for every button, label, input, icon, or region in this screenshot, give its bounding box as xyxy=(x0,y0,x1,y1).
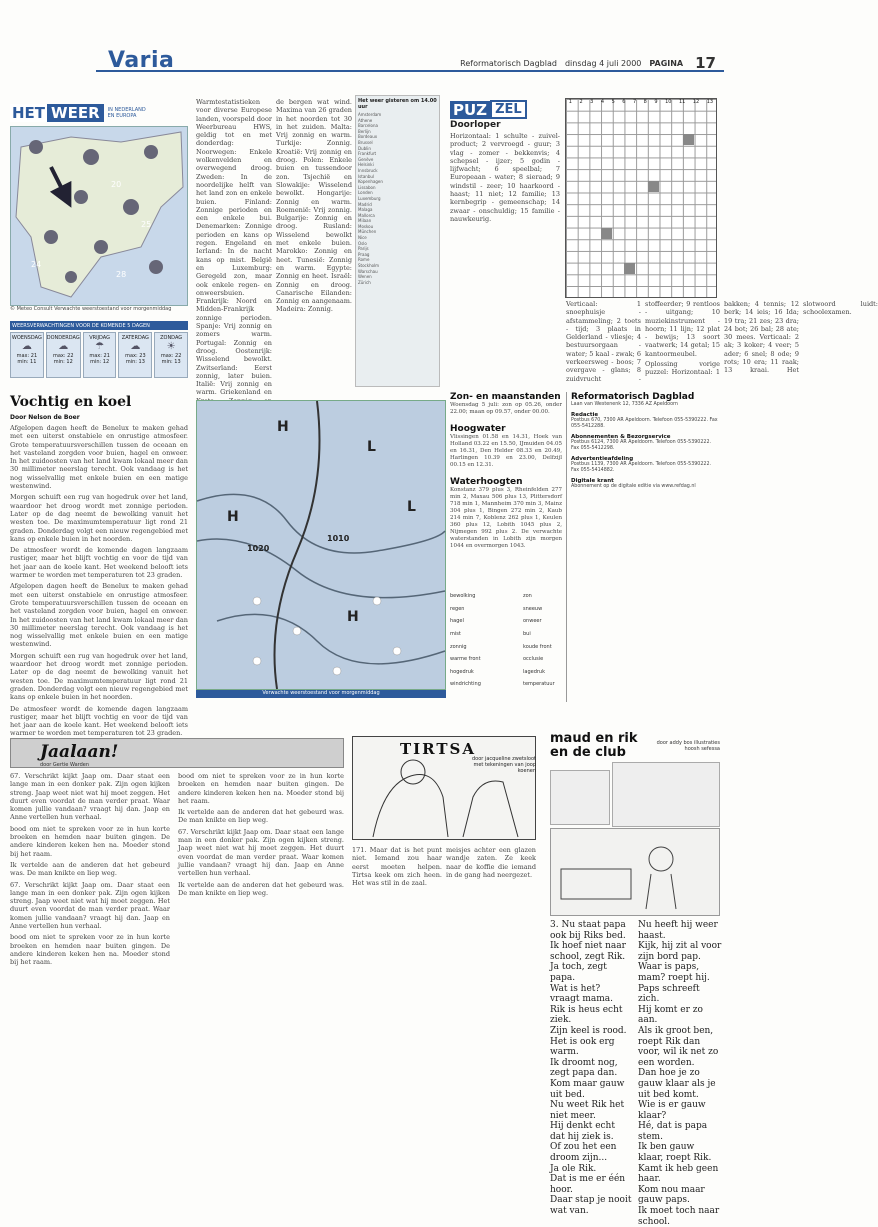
europe-forecast-text-2: de bergen wat wind. Maxima van 26 graden in het noorden tot 30 in het zuiden. Malta: Vrij zonnig en warm. Turkije: Zonnig. Kroatië: Vrij zonnig en droog. Polen: Enkele buien en tussendoor zon. Tsjechië en Slowakije: Wisselend bewolkt. Hongarije: Zonnig en warm. Roemenië: Vrij zonnig. Bulgarije: Zonnig en droog. Rusland: Wisselend bewolkt met enkele buien. Marokko: Zonnig en heet. Tunesië: Zonnig en warm. Egypte: Zonnig en heet. Israël: Zonnig en droog. Canarische Eilanden: Zonnig en aangenaam. Madeira: Zonnig. xyxy=(276,98,352,314)
table-row: Parijs xyxy=(358,246,369,252)
table-row: Warschau xyxy=(358,268,378,274)
digitale-krant-text: Abonnement op de digitale editie via www.refdag.nl xyxy=(571,484,696,489)
table-row: Mallorca xyxy=(358,212,375,218)
grid-number: 2 xyxy=(579,99,583,105)
cloud-icon: ☁ xyxy=(58,341,69,352)
cloud-icon: ☁ xyxy=(130,341,141,352)
table-row: Genève xyxy=(358,156,374,162)
pressure-map-svg xyxy=(197,401,445,689)
table-row: Rome xyxy=(358,257,370,263)
paper-name: Reformatorisch Dagblad xyxy=(460,58,557,68)
legend-item: regen xyxy=(450,605,465,612)
legend-item: bui xyxy=(523,630,531,637)
legend-item: occlusie xyxy=(523,656,544,663)
legend-item: koude front xyxy=(523,643,552,650)
table-row: Luxemburg xyxy=(358,195,381,201)
grid-number: 7 xyxy=(632,99,637,105)
table-row: Moskou xyxy=(358,223,374,229)
grid-number: 11 xyxy=(678,99,686,105)
tirtsa-col-2: meisjes achter een glazen wandje zaten. Ze keek naar de koffie die iemand in de gang had neergezet. xyxy=(446,846,536,879)
sun-moon-text: Woensdag 5 juli: zon op 05.26, onder 22.00; maan op 09.57, onder 00.00. xyxy=(450,402,562,415)
table-row: Athene xyxy=(358,117,373,123)
maud-story-left: 3. Nu staat papa ook bij Riks bed. Ik hoef niet naar school, zegt Rik. Ja toch, zegt papa. Wat is het? vraagt mama. Rik is heus echt ziek. Zijn keel is rood. Het is ook erg warm. Ik droomt nog, zegt papa dan. Kom maar gauw uit bed. Nu weet Rik het niet meer. Hij denkt echt dat hij ziek is. Of zou het een droom zijn... Ja ole Rik. Dat is me er één hoor. Daar stap je nooit wat van. xyxy=(550,920,632,1217)
colophon xyxy=(566,392,720,702)
abonnementen-text: Postbus 6124, 7300 AR Apeldoorn. Telefoon 055-5390222. Fax 055-5412298. xyxy=(571,440,712,451)
maud-illustration xyxy=(612,762,720,827)
table-row: Oslo xyxy=(358,240,367,246)
forecast-day: ZATERDAG ☁ max: 23 min: 13 xyxy=(118,332,152,378)
table-row: Nice xyxy=(358,235,367,241)
svg-text:25: 25 xyxy=(141,220,152,229)
table-row: Amsterdam xyxy=(358,112,382,117)
puzzle-vertical: Verticaal: 1 snoephuisje - afstammeling; 2 toets - tijd; 3 plaats in Gelderland - vliesje; 4 bestuursorgaan - water; 5 kaal - zwak; 6 verkeersweg - boos; 7 overgave - glans; 8 zuidvrucht - stoffeerder; 9 rentloos - uitgang; 10 muziekinstrument - hoorn; 11 lijn; 12 plat - bewijs; 13 soort vaatwerk; 14 getal; 15 kantoormeubel. Oplossing vorige puzzel: Horizontaal: 1 bakken; 4 tennis; 12 berk; 14 ieis; 16 Ida; 19 tra; 21 zes; 23 dra; 24 bot; 26 bal; 28 ate; 30 mees. Verticaal: 2 ak; 3 koker; 4 veer; 5 ader; 6 snel; 8 ode; 9 rots; 10 era; 11 raak; 13 kraai. Het slotwoord luidt: schoolexamen. xyxy=(566,300,878,383)
puzzle-title-a: PUZ xyxy=(450,101,490,119)
svg-text:1010: 1010 xyxy=(327,534,350,543)
puzzle-subtitle: Doorloper xyxy=(450,120,501,130)
legend-item: zonnig xyxy=(450,643,467,650)
table-row: Frankfurt xyxy=(358,151,377,157)
legend-item: onweer xyxy=(523,618,542,625)
page-date: dinsdag 4 juli 2000 xyxy=(564,58,642,68)
grid-number: 10 xyxy=(665,99,672,105)
legend-item: windrichting xyxy=(450,681,481,688)
grid-number: 12 xyxy=(692,99,700,105)
redactie-heading: Redactie xyxy=(571,412,599,418)
table-row: Zürich xyxy=(358,279,371,285)
legend-item: sneeuw xyxy=(523,605,543,612)
hoogwater-title: Hoogwater xyxy=(450,424,506,434)
digitale-krant-heading: Digitale krant xyxy=(571,478,614,484)
grid-number: 5 xyxy=(611,99,615,105)
europe-forecast-text: Warmtestatistieken voor diverse Europese landen, voorspeld door Weerbureau HWS, geldig tot en met donderdag: Noorwegen: Enkele wolkenvelden en overwegend droog. Zweden: In de noordelijke helft van het land zon en enkele buien. Finland: Zonnige perioden en een enkele bui. Denemarken: Zonnige perioden en kans op regen. Engeland en Ierland: In de nacht kans op mist. België en Luxemburg: Geregeld zon, maar ook enkele regen- en onweersbuien. Frankrijk: Noord en Midden-Frankrijk zonnige perioden. Spanje: Vrij zonnig en zomers warm. Portugal: Zonnig en droog. Oostenrijk: Wisselend bewolkt. Zwitserland: Eerst zonnig, later buien. Italië: Vrij zonnig en warm. Griekenland en xyxy=(196,98,272,397)
table-row: Malaga xyxy=(358,207,373,213)
weer-weer: WEER xyxy=(47,104,104,122)
redactie-text: Postbus 670, 7300 AR Apeldoorn. Telefoon 055-5390222. Fax 055-5412288. xyxy=(571,418,718,429)
tirtsa-title: TIRTSA xyxy=(400,740,477,758)
legend-item: mist xyxy=(450,630,461,637)
svg-text:28: 28 xyxy=(116,270,127,279)
tides-block xyxy=(450,392,562,550)
puzzle-header xyxy=(450,100,527,119)
legend-item: hogedruk xyxy=(450,668,474,675)
article-body: Afgelopen dagen heeft de Benelux te maken gehad met een uiterst onstabiele en onrustige atmosfeer. Grote temperatuursverschillen tussen de oceaan en het vasteland zorgden voor buien, hagel en onweer. In het zuidoosten van het land kwam lokaal meer dan 30 millimeter neerslag terecht. Ook vandaag is het nog wisselvallig met enkele buien en een matige westenwind. Morgen schuift een rug van hogedruk over het land, waardoor het droog wordt met zonnige perioden. Later op de dag neemt de bewolking vanuit het westen toe. De maximumtemperatuur ligt rond 21 graden. Donderdag volgt een nieuw regengebied met kans op enkele buien in het noorden. De atmosfeer wordt de komende dagen langzaam rustiger, maar het blijft vochtig en voor de tijd van het jaar aan de koele kant. Het weekend belooft iets warmer te worden met temperaturen tot 23 graden. Afgelopen dagen heeft de Benelux te maken gehad met een uiterst onstabiele en onrustige atmosfeer. Grote temperatuursverschillen tussen de oceaan en het vasteland zorgden voor buien, hagel en onweer. In het zuidoosten van het land kwam lokaal meer dan 30 millimeter neerslag terecht. Ook vandaag is het nog wisselvallig met enkele buien en een matige westenwind. Morgen schuift een rug van hogedruk over het land, waardoor het droog wordt met zonnige perioden. Later op de dag neemt de bewolking vanuit het westen toe. De maximumtemperatuur ligt rond 21 graden. Donderdag volgt een nieuw regengebied met kans op enkele buien in het noorden. De atmosfeer wordt de komende dagen langzaam rustiger, maar het blijft vochtig en voor de tijd van het jaar aan de koele kant. Het weekend belooft iets warmer te worden met temperaturen tot 23 graden. xyxy=(10,424,188,738)
svg-text:H: H xyxy=(227,509,239,525)
table-row: Berlijn xyxy=(358,128,371,134)
forecast-day: ZONDAG ☀ max: 22 min: 13 xyxy=(154,332,188,378)
jaalaan-byline: door Gertie Warden xyxy=(40,762,90,768)
maud-small-illustration xyxy=(550,770,610,825)
weer-header xyxy=(10,100,188,126)
weer-sub1: IN NEDERLAND xyxy=(107,107,146,113)
cloud-sun-icon: ☁ xyxy=(21,341,32,352)
svg-text:H: H xyxy=(347,609,359,625)
legend-item: temperatuur xyxy=(523,681,555,688)
table-row: Londen xyxy=(358,190,373,196)
netherlands-weather-map xyxy=(196,400,446,690)
sun-moon-title: Zon- en maanstanden xyxy=(450,392,561,402)
page-number: 17 xyxy=(695,54,716,72)
svg-text:H: H xyxy=(277,419,289,435)
table-row: Madrid xyxy=(358,201,372,207)
maud-title: maud en rik en de club xyxy=(550,731,638,760)
svg-text:L: L xyxy=(407,499,416,515)
forecast-day: DONDERDAG ☁ max: 22 min: 12 xyxy=(46,332,81,378)
colophon-address: Laan van Westenenk 12, 7336 AZ Apeldoorn xyxy=(571,402,678,407)
europe-map-svg xyxy=(11,127,187,305)
legend-item: zon xyxy=(523,593,532,599)
svg-text:1020: 1020 xyxy=(247,544,270,553)
colophon-title: Reformatorisch Dagblad xyxy=(571,392,695,402)
table-row: Dublin xyxy=(358,145,371,151)
grid-number: 3 xyxy=(590,99,594,105)
rain-icon: ☂ xyxy=(95,341,105,352)
hoogwater-text: Vlissingen 01.58 en 14.31, Hoek van Holland 03.22 en 15.50, IJmuiden 04.05 en 16.31, Den Helder 08.33 en 20.49, Harlingen 10.39 en 23.00, Delfzijl 00.15 en 12.31. xyxy=(450,434,562,468)
legend-item: hagel xyxy=(450,618,464,625)
puzzle-title-b: ZEL xyxy=(490,100,527,119)
maud-story-right: Nu heeft hij weer haast. Kijk, hij zit al voor zijn bord pap. Waar is paps, mam? roept hij. Paps schreeft zich. Hij komt er zo aan. Als ik groot ben, roept Rik dan voor, wil ik net zo een worden. Dan hoe je zo gauw klaar als je uit bed komt. Wie is er gauw klaar? Hé, dat is papa stem. Ik ben gauw klaar, roept Rik. Kamt ik heb geen haar. Kom nou maar gauw paps. Ik moet toch naar school. xyxy=(638,920,722,1227)
forecast-day: WOENSDAG ☁ max: 21 min: 11 xyxy=(10,332,44,378)
grid-number: 8 xyxy=(643,99,647,105)
grid-number: 4 xyxy=(600,99,605,105)
table-row: Barcelona xyxy=(358,123,378,129)
legend-item: warme front xyxy=(450,656,481,663)
svg-text:L: L xyxy=(367,439,376,455)
article-byline: Door Nelson de Boer xyxy=(10,414,80,421)
five-day-forecast xyxy=(10,332,188,378)
table-row: Istanbul xyxy=(358,173,375,179)
europe-weather-map xyxy=(10,126,188,306)
svg-text:20: 20 xyxy=(111,180,122,189)
table-row: Helsinki xyxy=(358,162,374,168)
page-header xyxy=(460,54,716,72)
europe-map-caption: © Meteo Consult Verwachte weerstoestand voor morgenmiddag xyxy=(10,306,172,312)
section-title: Varia xyxy=(108,48,175,73)
waterhoogten-title: Waterhoogten xyxy=(450,477,523,487)
article-title: Vochtig en koel xyxy=(10,394,132,410)
puzzle-horizontal: Horizontaal: 1 schulte - zuivel-product; 2 vervroegd - guur; 3 vlag - zomer - bekkenvis; 4 schepsel - ijzer; 5 godin - lijfwacht; 6 speelbal; 7 Europeaan - water; 8 sieraad; 9 windstil - zeer; 10 haarkoord - haast; 11 niet; 12 familie; 13 kernbegrip - gemeenschap; 14 zwaar - onschuldig; 15 familie - nauwkeurig. xyxy=(450,132,560,223)
table-row: Praag xyxy=(358,251,370,257)
weather-table xyxy=(355,95,440,387)
table-row: Lissabon xyxy=(358,184,376,190)
jaalaan-col-2: bood om niet te spreken voor ze in hun korte broeken en hemden naar buiten gingen. De andere kinderen keken hen na. Moeder stond bij het raam. Ik vertelde aan de anderen dat het gebeurd was. De man knikte en liep weg. 67. Verschrikt kijkt Jaap om. Daar staat een lange man in een donker pak. Zijn ogen kijken streng. Jaap weet niet wat hij moet zeggen. Het duurt even voordat de man verder praat. Waar komen jullie vandaan? vraagt hij dan. Jaap en Anne vertellen hun verhaal. Ik vertelde aan de anderen dat het gebeurd was. De man knikte en liep weg. xyxy=(178,772,344,897)
forecast-bar: WEERSVERWACHTINGEN VOOR DE KOMENDE 5 DAGEN xyxy=(10,321,188,330)
puzzle-grid-numbers xyxy=(565,99,717,105)
sun-icon: ☀ xyxy=(166,341,176,352)
jaalaan-col-1: 67. Verschrikt kijkt Jaap om. Daar staat een lange man in een donker pak. Zijn ogen kijken streng. Jaap weet niet wat hij moet zeggen. Het duurt even voordat de man verder praat. Waar komen jullie vandaan? vraagt hij dan. Jaap en Anne vertellen hun verhaal. bood om niet te spreken voor ze in hun korte broeken en hemden naar buiten gingen. De andere kinderen keken hen na. Moeder stond bij het raam. Ik vertelde aan de anderen dat het gebeurd was. De man knikte en liep weg. 67. Verschrikt kijkt Jaap om. Daar staat een lange man in een donker pak. Zijn ogen kijken streng. Jaap weet niet wat hij moet zeggen. Het duurt even voordat de man verder praat. Waar komen jullie vandaan? vraagt hij dan. Jaap en Anne vertellen hun verhaal. bood om niet te spreken voor ze in hun korte broeken en hemden naar buiten gingen. De andere kinderen keken hen na. Moeder stond bij het raam. xyxy=(10,772,170,967)
grid-number: 1 xyxy=(568,99,572,105)
table-row: Innsbruck xyxy=(358,167,378,173)
waterhoogten-text: Konstanz 379 plus 3, Rheinfelden 277 min 2, Maxau 506 plus 13, Plittersdorf 718 min 1, Mannheim 370 min 3, Mainz 304 plus 1, Bingen 272 min 2, Kaub 214 min 7, Koblenz 262 plus 1, Keulen 360 plus 12, Lobith 1045 plus 2, Nijmegen 992 plus 2. De verwachte waterstanden in Lobith zijn morgen 1044 en overmorgen 1043. xyxy=(450,487,562,549)
maud-byline: door addy bos illustraties hoosh sefessa xyxy=(656,740,720,752)
weather-table-caption: Het weer gisteren om 14.00 uur xyxy=(358,98,437,110)
grid-number: 6 xyxy=(622,99,626,105)
table-row: Wenen xyxy=(358,274,372,280)
table-row: Brussel xyxy=(358,139,373,145)
legend-item: lagedruk xyxy=(523,668,545,675)
jaalaan-title: Jaalaan! xyxy=(40,742,119,762)
advertentie-text: Postbus 1139, 7300 AR Apeldoorn. Telefoon 055-5390222. Fax 055-5414882. xyxy=(571,462,712,473)
weer-het: HET xyxy=(12,104,46,122)
table-row: Milaan xyxy=(358,218,372,224)
puzzle-grid[interactable] xyxy=(565,98,717,298)
legend-item: bewolking xyxy=(450,593,476,599)
table-row: München xyxy=(358,229,377,235)
forecast-day: VRIJDAG ☂ max: 21 min: 12 xyxy=(83,332,117,378)
abonnementen-heading: Abonnementen & Bezorgservice xyxy=(571,434,671,440)
grid-number: 9 xyxy=(654,99,658,105)
tirtsa-col-1: 171. Maar dat is het punt niet. Iemand zou haar eerst moeten helpen. Tirtsa keek om zich heen. Het was stil in de zaal. xyxy=(352,846,442,888)
weer-sub2: EN EUROPA xyxy=(107,113,137,119)
svg-text:24: 24 xyxy=(31,260,42,269)
pressure-map-caption: Verwachte weerstoestand voor morgenmiddag xyxy=(196,690,446,698)
page-label: PAGINA xyxy=(649,58,684,68)
tirtsa-byline: door jacqueline zwetsloot met tekeningen van joop koenen xyxy=(472,756,536,774)
maud-bedroom-illustration xyxy=(550,828,720,916)
advertentie-heading: Advertentieafdeling xyxy=(571,456,634,462)
table-row: Bordeaux xyxy=(358,134,378,140)
grid-number: 13 xyxy=(706,99,714,105)
table-row: Stockholm xyxy=(358,263,380,269)
table-row: Kopenhagen xyxy=(358,179,383,185)
